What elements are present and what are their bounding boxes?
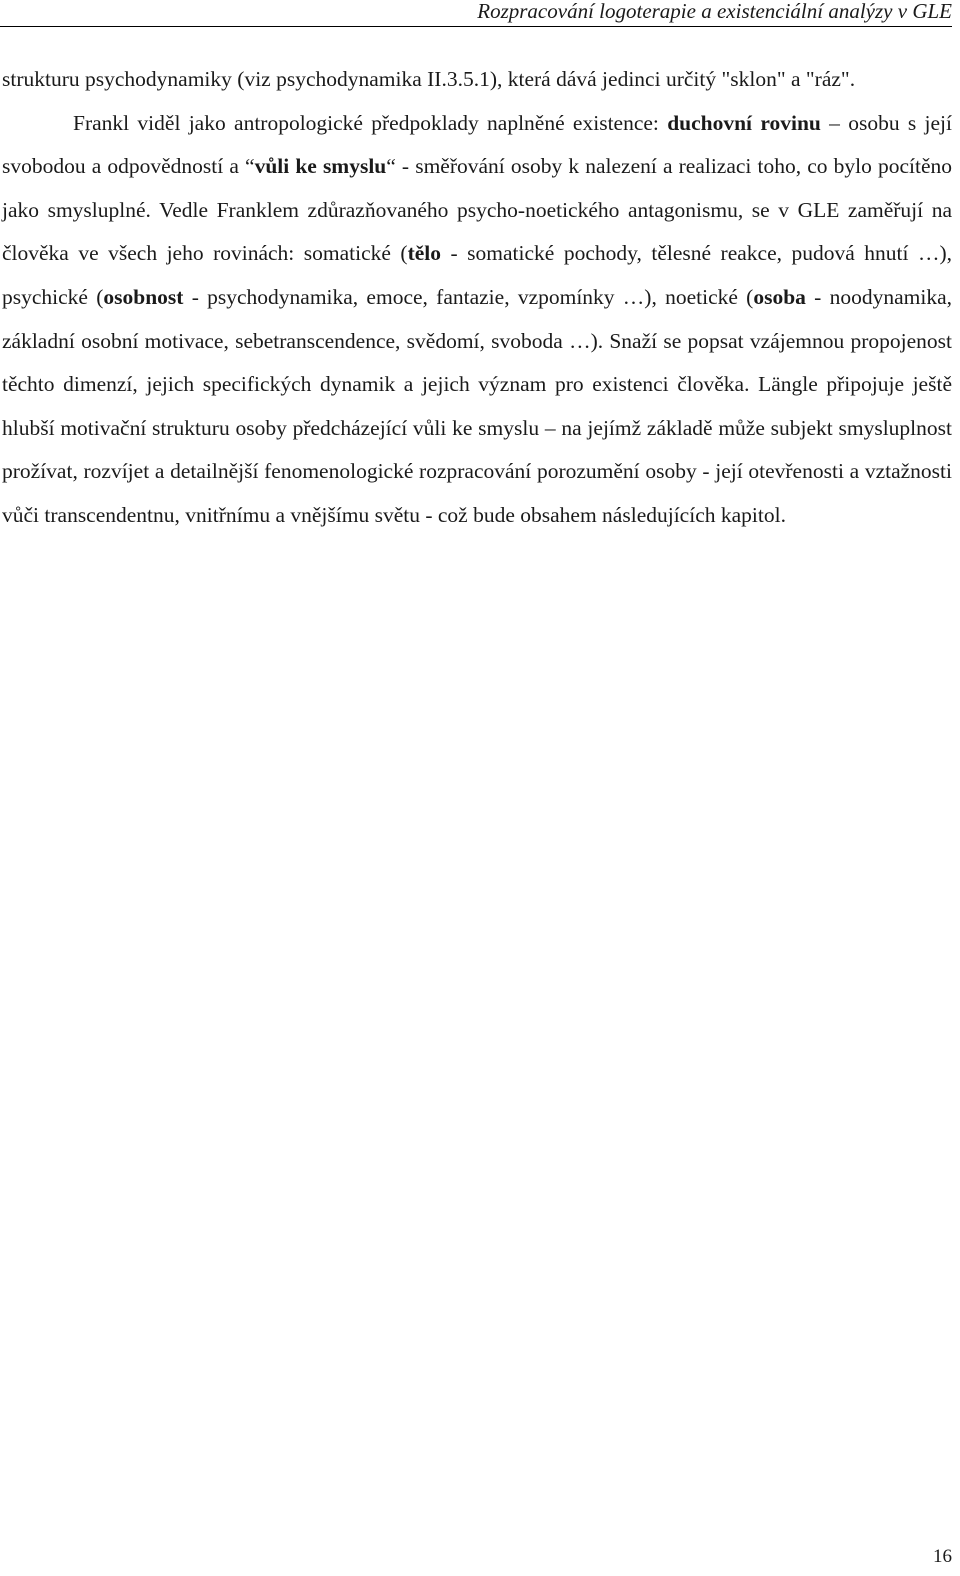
running-header: [0, 0, 952, 27]
running-title: Rozpracování logoterapie a existenciální analýzy v GLE: [477, 0, 952, 23]
bold-term-osobnost: osobnost: [103, 284, 184, 309]
bold-term-osoba: osoba: [753, 284, 806, 309]
text-run: - psychodynamika, emoce, fantazie, vzpomínky …), noetické (: [183, 284, 754, 309]
bold-term-duchovni-rovina: duchovní rovinu: [667, 110, 821, 135]
page-body: [2, 58, 952, 538]
text-run: Frankl viděl jako antropologické předpoklady naplněné existence:: [73, 110, 668, 135]
text-run: - somatické pochody, tělesné reakce, pudová hnutí …), psychické (: [2, 241, 952, 309]
bold-term-telo: tělo: [407, 241, 442, 266]
text-run: “ - směřování osoby k nalezení a realizaci toho, co bylo pocítěno jako smysluplné. Vedle Franklem zdůrazňovaného psycho-noetického antagonismu, se v GLE zaměřují na člověka ve všech jeho rovinách: somatické (: [2, 154, 953, 266]
page-number: 16: [933, 1546, 952, 1567]
text-run: – osobu s její svobodou a odpovědností a “: [2, 110, 952, 179]
bold-term-vule-ke-smyslu: vůli ke smyslu: [254, 154, 387, 179]
text-run: - noodynamika, základní osobní motivace, sebetranscendence, svědomí, svoboda …). Snaží se popsat vzájemnou propojenost těchto dimenzí, jejich specifických dynamik a jejich význam pro existenci člověka. Längle připojuje ještě hlubší motivační strukturu osoby předcházející vůli ke smyslu – na jejímž základě může subjekt smysluplnost prožívat, rozvíjet a detailnější fenomenologické rozpracování porozumění osoby - její otevřenosti a vztažnosti vůči transcendentnu, vnitřnímu a vnějšímu světu - což bude obsahem následujících kapitol.: [2, 284, 952, 527]
paragraph-frankl: [2, 102, 952, 538]
paragraph-continuation: strukturu psychodynamiky (viz psychodynamika II.3.5.1), která dává jedinci určitý "sklon" a "ráz".: [2, 67, 856, 91]
